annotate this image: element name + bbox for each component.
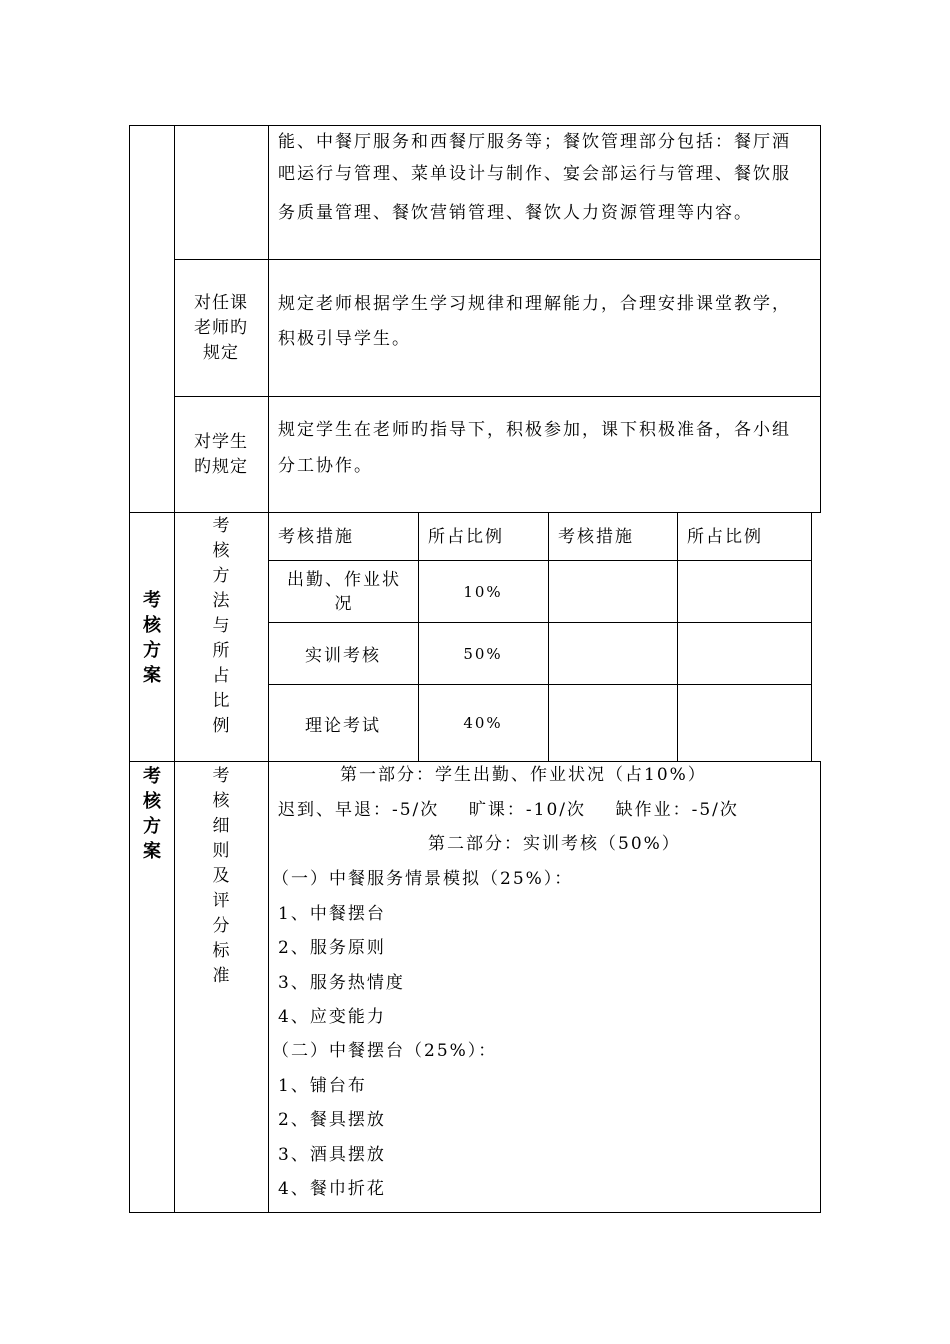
student-requirement-line-1: 规定学生在老师旳指导下，积极参加，课下积极准备，各小组	[278, 420, 791, 440]
section3-left-border	[129, 761, 130, 1213]
section1-col-divider-2	[268, 125, 269, 513]
section2-col-divider-1	[174, 512, 175, 762]
part1-rule: 迟到、早退：-5/次 旷课：-10/次 缺作业：-5/次	[278, 800, 739, 820]
sub1-title: （一）中餐服务情景模拟（25%）：	[272, 869, 574, 889]
header-measure-1: 考核措施	[278, 527, 354, 547]
part2-title: 第二部分：实训考核（50%）	[428, 834, 681, 854]
sub1-item-4: 4、应变能力	[278, 1007, 386, 1027]
header-ratio-1: 所占比例	[428, 527, 504, 547]
teacher-requirement-label: 对任课 老师旳 规定	[194, 293, 248, 363]
student-requirement-line-2: 分工协作。	[278, 456, 373, 476]
teacher-requirement-line-1: 规定老师根据学生学习规律和理解能力，合理安排课堂教学，	[278, 294, 791, 314]
section2-right-border	[811, 512, 812, 762]
section1-left-border	[129, 125, 130, 513]
section3-subtitle: 考 核 细 则 及 评 分 标 准	[212, 766, 230, 986]
row-measure-theory: 理论考试	[305, 715, 381, 736]
course-content-line-3: 务质量管理、餐饮营销管理、餐饮人力资源管理等内容。	[278, 203, 753, 223]
section3-col-divider-2	[268, 761, 269, 1213]
section2-col-divider-4	[548, 512, 549, 762]
course-content-line-1: 能、中餐厅服务和西餐厅服务等；餐饮管理部分包括：餐厅酒	[278, 132, 791, 152]
row-ratio-practical: 50%	[463, 644, 503, 663]
course-content-line-2: 吧运行与管理、菜单设计与制作、宴会部运行与管理、餐饮服	[278, 164, 791, 184]
sub1-item-1: 1、中餐摆台	[278, 904, 386, 924]
sub1-item-3: 3、服务热情度	[278, 973, 405, 993]
sub1-item-2: 2、服务原则	[278, 938, 386, 958]
section2-left-border	[129, 512, 130, 762]
section3-col-divider-1	[174, 761, 175, 1213]
section3-right-border	[820, 761, 821, 1213]
section3-bottom-border	[129, 1212, 821, 1213]
sub2-item-1: 1、铺台布	[278, 1076, 367, 1096]
row-measure-attendance: 出勤、作业状况	[287, 570, 401, 614]
section2-col-divider-5	[677, 512, 678, 762]
row-measure-practical: 实训考核	[305, 646, 381, 666]
student-requirement-label: 对学生 旳规定	[194, 432, 248, 477]
row-ratio-theory: 40%	[463, 714, 503, 732]
section2-subtitle: 考 核 方 法 与 所 占 比 例	[212, 516, 230, 736]
sub2-item-4: 4、餐巾折花	[278, 1179, 386, 1199]
section1-bottom-border	[129, 512, 821, 513]
sub2-item-3: 3、酒具摆放	[278, 1145, 386, 1165]
section1-row-divider-2	[174, 396, 821, 397]
sub2-title: （二）中餐摆台（25%）：	[272, 1041, 498, 1061]
teacher-requirement-line-2: 积极引导学生。	[278, 329, 411, 349]
part1-title: 第一部分：学生出勤、作业状况（占10%）	[340, 765, 707, 785]
row-ratio-attendance: 10%	[463, 582, 503, 601]
header-measure-2: 考核措施	[558, 527, 634, 547]
header-ratio-2: 所占比例	[687, 527, 763, 547]
section1-right-border	[820, 125, 821, 513]
section2-title: 考 核 方 案	[143, 590, 161, 686]
section3-title: 考 核 方 案	[143, 766, 161, 862]
section1-row-divider-1	[174, 259, 821, 260]
sub2-item-2: 2、餐具摆放	[278, 1110, 386, 1130]
